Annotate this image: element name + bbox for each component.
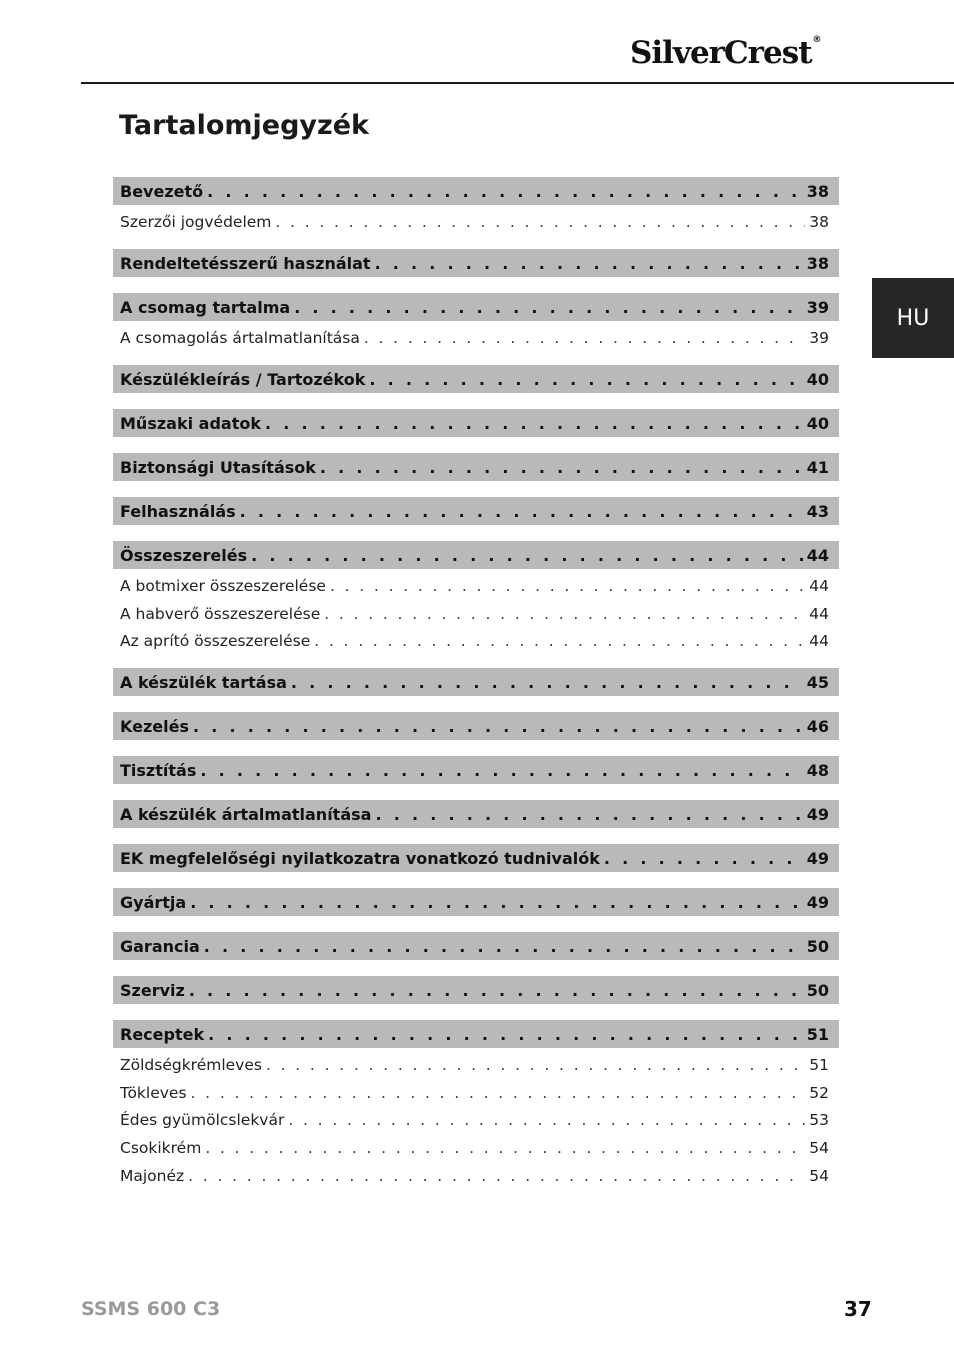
toc-subsection-row[interactable] [113,1051,839,1079]
toc-section-row[interactable] [113,293,839,321]
toc-subsection-row[interactable] [113,600,839,628]
toc-entry-page: 40 [806,413,829,433]
brand-logo [630,30,870,76]
brand-logo-text: SilverCrest [630,35,812,71]
toc-dot-leader [330,577,805,595]
toc-subsection-row[interactable] [113,627,839,655]
toc-entry-label: Műszaki adatok [120,413,261,433]
toc-section-row[interactable] [113,365,839,393]
toc-section-row[interactable] [113,976,839,1004]
toc-section-row[interactable] [113,453,839,481]
toc-entry-page: 49 [806,892,829,912]
toc-entry-label: Rendeltetésszerű használat [120,253,371,273]
toc-entry-page: 51 [809,1056,829,1075]
toc-entry-label: Szerviz [120,980,185,1000]
toc-entry-label: EK megfelelőségi nyilatkozatra vonatkozó tudnivalók [120,848,600,868]
toc-section-row[interactable] [113,541,839,569]
toc-entry-label: Készülékleírás / Tartozékok [120,369,366,389]
toc-section-row[interactable] [113,800,839,828]
toc-dot-leader [294,298,803,317]
toc-subsection-row[interactable] [113,208,839,236]
toc-section-row[interactable] [113,409,839,437]
toc-entry-label: Garancia [120,936,200,956]
toc-entry-label: Édes gyümölcslekvár [120,1111,285,1130]
toc-entry-page: 49 [806,848,829,868]
toc-section-row[interactable] [113,1020,839,1048]
toc-entry-page: 54 [809,1166,829,1185]
toc-entry-label: Bevezető [120,181,204,201]
toc-dot-leader [604,849,803,868]
toc-dot-leader [324,605,805,623]
toc-dot-leader [208,1025,803,1044]
toc-dot-leader [275,213,805,231]
toc-entry-page: 52 [809,1083,829,1102]
toc-entry-label: Majonéz [120,1166,185,1185]
toc-dot-leader [320,458,803,477]
footer-model: SSMS 600 C3 [81,1298,221,1320]
toc-entry-label: Az aprító összeszerelése [120,632,311,651]
toc-dot-leader [190,893,803,912]
toc-section-row[interactable] [113,497,839,525]
toc-entry-label: Tisztítás [120,760,197,780]
toc-entry-page: 38 [806,253,829,273]
toc-entry-label: Kezelés [120,716,189,736]
toc-entry-label: Biztonsági Utasítások [120,457,316,477]
toc-entry-label: A készülék tartása [120,672,287,692]
toc-entry-label: A csomagolás ártalmatlanítása [120,329,360,347]
toc-entry-page: 38 [806,181,829,201]
toc-entry-label: Gyártja [120,892,187,912]
toc-entry-page: 40 [806,369,829,389]
toc-subsection-row[interactable] [113,1106,839,1134]
toc-dot-leader [205,1139,805,1157]
toc-subsection-row[interactable] [113,1079,839,1107]
toc-section-row[interactable] [113,177,839,205]
toc-entry-page: 44 [809,577,829,595]
toc-entry-page: 50 [806,980,829,1000]
toc-entry-page: 45 [806,672,829,692]
toc-entry-page: 41 [806,457,829,477]
page-title: Tartalomjegyzék [119,110,370,141]
toc-dot-leader [240,502,803,521]
toc-dot-leader [207,182,803,201]
registered-mark: ® [812,35,821,45]
toc-dot-leader [364,329,805,347]
toc-dot-leader [188,1167,805,1185]
toc-subsection-row[interactable] [113,1162,839,1190]
toc-entry-page: 44 [809,604,829,623]
toc-subsection-row[interactable] [113,572,839,600]
toc-entry-page: 49 [806,804,829,824]
toc-dot-leader [266,1056,805,1074]
toc-entry-label: Összeszerelés [120,545,248,565]
footer-page-number: 37 [844,1297,872,1321]
toc-entry-label: Zöldségkrémleves [120,1056,262,1075]
toc-entry-page: 44 [806,545,829,565]
toc-dot-leader [204,937,803,956]
toc-entry-page: 50 [806,936,829,956]
toc-dot-leader [193,717,803,736]
toc-entry-label: Felhasználás [120,501,236,521]
toc-entry-page: 51 [806,1024,829,1044]
toc-entry-label: A botmixer összeszerelése [120,577,326,595]
toc-entry-label: Csokikrém [120,1139,202,1157]
toc-entry-label: Szerzői jogvédelem [120,213,272,231]
toc-dot-leader [200,761,802,780]
toc-dot-leader [375,805,802,824]
toc-entry-label: Receptek [120,1024,205,1044]
toc-entry-label: A készülék ártalmatlanítása [120,804,372,824]
toc-entry-label: A csomag tartalma [120,297,291,317]
toc-dot-leader [265,414,803,433]
toc-dot-leader [369,370,802,389]
toc-section-row[interactable] [113,844,839,872]
toc-subsection-row[interactable] [113,1134,839,1162]
toc-dot-leader [251,546,803,565]
toc-section-row[interactable] [113,712,839,740]
toc-entry-page: 38 [809,213,829,231]
toc-dot-leader [191,1084,806,1102]
toc-entry-page: 54 [809,1139,829,1157]
toc-section-row[interactable] [113,756,839,784]
header-rule [81,82,954,84]
language-tab: HU [872,278,954,358]
toc-section-row[interactable] [113,888,839,916]
toc-dot-leader [189,981,803,1000]
toc-entry-page: 46 [806,716,829,736]
toc-dot-leader [291,673,803,692]
toc-dot-leader [375,254,803,273]
toc-entry-page: 39 [809,329,829,347]
toc-dot-leader [288,1111,805,1129]
toc-section-row[interactable] [113,932,839,960]
toc-entry-page: 44 [809,632,829,651]
toc-subsection-row[interactable] [113,324,839,352]
toc-entry-label: A habverő összeszerelése [120,604,321,623]
toc-entry-label: Tökleves [120,1083,187,1102]
toc-entry-page: 43 [806,501,829,521]
toc-entry-page: 39 [806,297,829,317]
toc-section-row[interactable] [113,668,839,696]
toc-entry-page: 48 [806,760,829,780]
toc-section-row[interactable] [113,249,839,277]
toc-entry-page: 53 [809,1111,829,1130]
toc-dot-leader [314,632,805,650]
